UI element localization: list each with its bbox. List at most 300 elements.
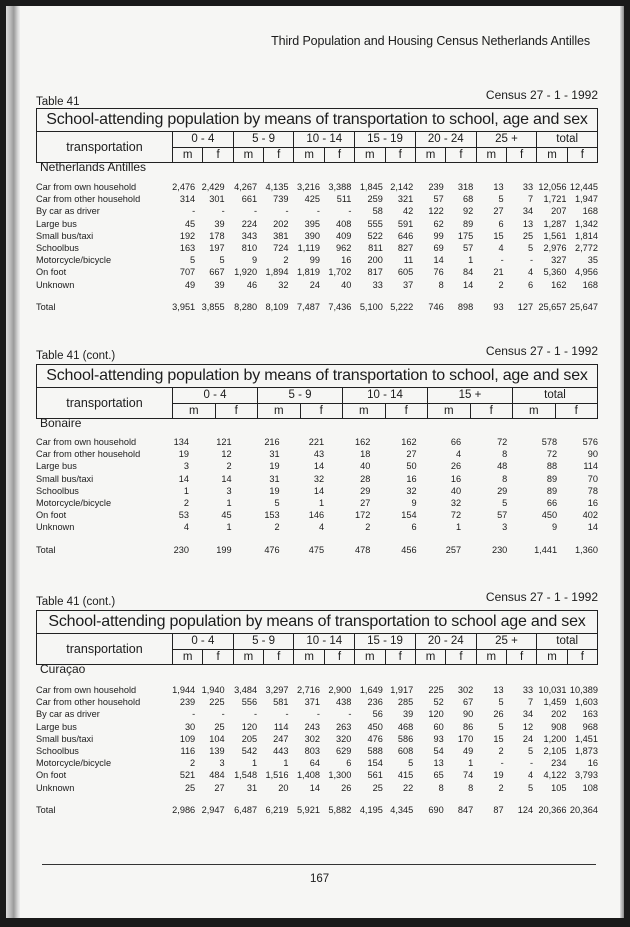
cell-value: 109 xyxy=(179,733,196,744)
cell-value: 898 xyxy=(457,301,474,312)
cell-value: 32 xyxy=(406,485,417,496)
cell-value: 2,772 xyxy=(574,242,598,253)
row-label: Car from other household xyxy=(36,449,141,460)
cell-value: 14 xyxy=(587,522,598,533)
cell-value: 3 xyxy=(183,461,189,472)
cell-value: 468 xyxy=(397,721,414,732)
sex-male-header: m xyxy=(477,650,507,665)
cell-value: 2 xyxy=(190,758,196,769)
cell-value: 8 xyxy=(438,279,444,290)
cell-value: 1,845 xyxy=(359,182,383,192)
age-group-header xyxy=(173,388,258,418)
cell-value: 5 xyxy=(219,255,225,266)
cell-value: 586 xyxy=(397,733,414,744)
cell-value: 76 xyxy=(433,267,444,278)
cell-value: 3 xyxy=(219,758,225,769)
sex-male-header: m xyxy=(513,404,556,419)
cell-value: 5,100 xyxy=(359,301,383,312)
row-label: On foot xyxy=(36,770,67,781)
sex-female-header: f xyxy=(520,651,524,663)
column-header-row xyxy=(37,388,597,418)
cell-value: 199 xyxy=(216,544,232,555)
table-row xyxy=(36,436,598,448)
cell-value: 11 xyxy=(403,255,414,266)
cell-value: 1 xyxy=(226,497,232,508)
cell-value: 1,917 xyxy=(390,685,414,695)
row-label: Large bus xyxy=(36,218,77,229)
row-label: Car from own household xyxy=(36,685,137,695)
cell-value: 104 xyxy=(209,733,225,744)
page-edge xyxy=(620,6,624,918)
cell-value: 14 xyxy=(313,485,325,496)
cell-value: - xyxy=(316,206,320,217)
table-row xyxy=(36,485,598,497)
age-group-header xyxy=(416,132,477,162)
cell-value: - xyxy=(192,709,196,720)
cell-value: 1,940 xyxy=(201,685,225,695)
sex-female-header: f xyxy=(520,149,524,161)
row-label: Large bus xyxy=(36,721,77,732)
cell-value: 6,219 xyxy=(265,804,289,815)
age-group-label: 0 - 4 xyxy=(173,634,233,650)
cell-value: 66 xyxy=(450,437,462,447)
row-label: Small bus/taxi xyxy=(36,473,94,484)
cell-value: 54 xyxy=(433,745,444,756)
cell-value: 14 xyxy=(313,461,325,472)
cell-value: 40 xyxy=(341,279,352,290)
table-title: School-attending population by means of transportation to school age and sex xyxy=(37,611,597,634)
cell-value: 450 xyxy=(541,510,558,521)
transportation-header: transportation xyxy=(37,132,173,162)
cell-value: 4 xyxy=(455,449,462,460)
cell-value: 46 xyxy=(246,279,258,290)
sex-subheaders xyxy=(173,650,233,665)
cell-value: 202 xyxy=(551,709,567,720)
table-row xyxy=(36,242,598,254)
cell-value: 2 xyxy=(498,745,504,756)
age-group-header xyxy=(294,132,355,162)
cell-value: 121 xyxy=(216,437,232,447)
cell-value: 236 xyxy=(367,697,383,708)
cell-value: 5 xyxy=(274,497,280,508)
table-title: School-attending population by means of transportation to school, age and sex xyxy=(37,109,597,132)
cell-value: 10,031 xyxy=(538,685,567,695)
cell-value: 108 xyxy=(582,782,598,793)
cell-value: 162 xyxy=(551,279,567,290)
cell-value: 12,056 xyxy=(538,182,567,192)
sex-male-header: m xyxy=(428,404,471,419)
region-label: Curaçao xyxy=(40,662,86,676)
table-row xyxy=(36,769,598,781)
cell-value: 93 xyxy=(433,733,444,744)
cell-value: 522 xyxy=(367,230,383,241)
row-label: Total xyxy=(36,544,56,555)
age-group-label: total xyxy=(537,132,597,148)
cell-value: 1,287 xyxy=(543,218,567,229)
cell-value: 225 xyxy=(428,685,444,695)
cell-value: 53 xyxy=(178,510,189,521)
cell-value: 5 xyxy=(502,497,508,508)
cell-value: 19 xyxy=(269,485,280,496)
cell-value: 163 xyxy=(179,242,196,253)
cell-value: 58 xyxy=(372,206,383,217)
cell-value: 29 xyxy=(497,485,508,496)
row-label: Motorcycle/bicycle xyxy=(36,758,112,769)
cell-value: 3 xyxy=(502,522,508,533)
cell-value: 561 xyxy=(367,770,383,781)
sex-subheaders xyxy=(355,650,415,665)
row-label: Large bus xyxy=(36,461,77,472)
cell-value: 542 xyxy=(241,745,258,756)
cell-value: 2 xyxy=(283,255,289,266)
sex-subheaders xyxy=(234,148,294,163)
cell-value: 1,516 xyxy=(265,770,289,781)
age-group-label: 10 - 14 xyxy=(294,634,354,650)
sex-female-header: f xyxy=(580,651,584,663)
cell-value: 5 xyxy=(527,745,534,756)
sex-female-header: f xyxy=(277,149,281,161)
age-group-header xyxy=(294,634,355,664)
cell-value: 18 xyxy=(360,449,371,460)
cell-value: 4 xyxy=(183,522,189,533)
age-group-label: 25 + xyxy=(477,634,537,650)
cell-value: 605 xyxy=(397,267,414,278)
cell-value: 20,364 xyxy=(569,804,598,815)
age-group-label: total xyxy=(537,634,597,650)
sex-male-header: m xyxy=(537,148,567,163)
age-group-label: 0 - 4 xyxy=(173,132,233,148)
cell-value: 70 xyxy=(587,473,598,484)
cell-value: 239 xyxy=(179,697,196,708)
row-label: Car from own household xyxy=(36,437,137,447)
age-group-label: 15 - 19 xyxy=(355,634,415,650)
cell-value: 15 xyxy=(493,733,504,744)
cell-value: 1,814 xyxy=(574,230,598,241)
cell-value: 2,900 xyxy=(328,685,352,695)
cell-value: 25,647 xyxy=(569,301,598,312)
cell-value: 8 xyxy=(502,449,508,460)
cell-value: 32 xyxy=(313,473,325,484)
table-section-netherlands-antilles xyxy=(36,88,598,338)
cell-value: 1,873 xyxy=(574,745,598,756)
cell-value: 163 xyxy=(582,709,598,720)
row-label: On foot xyxy=(36,267,67,278)
cell-value: 409 xyxy=(336,230,352,241)
cell-value: 484 xyxy=(209,770,225,781)
cell-value: 443 xyxy=(273,745,289,756)
age-group-header xyxy=(537,132,597,162)
age-group-header xyxy=(477,634,538,664)
cell-value: - xyxy=(254,709,258,720)
cell-value: 9 xyxy=(251,255,258,266)
cell-value: 811 xyxy=(368,242,383,253)
cell-value: 175 xyxy=(457,230,474,241)
sex-subheaders xyxy=(294,650,354,665)
row-label: Unknown xyxy=(36,522,75,533)
cell-value: 962 xyxy=(336,242,352,253)
sex-male-header: m xyxy=(416,148,446,163)
cell-value: 746 xyxy=(428,301,444,312)
table-row xyxy=(36,205,598,217)
cell-value: 5,222 xyxy=(390,301,414,312)
cell-value: 646 xyxy=(397,230,414,241)
sex-subheaders xyxy=(258,404,342,419)
cell-value: 321 xyxy=(397,194,414,205)
cell-value: 105 xyxy=(551,782,567,793)
table-row xyxy=(36,497,598,509)
cell-value: 1 xyxy=(251,758,258,769)
cell-value: 5,360 xyxy=(543,267,567,278)
cell-value: - xyxy=(285,709,289,720)
cell-value: 5,882 xyxy=(328,804,352,815)
age-group-header xyxy=(234,634,295,664)
cell-value: 2,716 xyxy=(296,685,320,695)
cell-value: - xyxy=(348,206,352,217)
cell-value: 31 xyxy=(246,782,258,793)
cell-value: 92 xyxy=(462,206,474,217)
cell-value: 555 xyxy=(367,218,383,229)
cell-value: 13 xyxy=(522,218,534,229)
age-group-header xyxy=(258,388,343,418)
age-group-header xyxy=(513,388,597,418)
cell-value: - xyxy=(192,206,196,217)
cell-value: 1,561 xyxy=(543,230,567,241)
cell-value: 263 xyxy=(336,721,352,732)
cell-value: 1,721 xyxy=(543,194,567,205)
region-label: Bonaire xyxy=(40,416,82,430)
cell-value: 33 xyxy=(372,279,383,290)
cell-value: 16 xyxy=(406,473,417,484)
cell-value: 4 xyxy=(319,522,325,533)
cell-value: 31 xyxy=(269,449,280,460)
cell-value: 1,360 xyxy=(575,544,598,555)
sex-subheaders xyxy=(416,650,476,665)
row-label: Total xyxy=(36,301,56,312)
table-row xyxy=(36,266,598,278)
age-groups xyxy=(173,388,597,418)
cell-value: 225 xyxy=(209,697,225,708)
cell-value: 14 xyxy=(433,255,444,266)
cell-value: 6 xyxy=(411,522,417,533)
row-label: Schoolbus xyxy=(36,485,79,496)
cell-value: 7,487 xyxy=(296,301,320,312)
cell-value: 4,956 xyxy=(574,267,598,278)
row-label: Motorcycle/bicycle xyxy=(36,255,112,266)
column-header-row xyxy=(37,132,597,162)
cell-value: 10,389 xyxy=(569,685,598,695)
cell-value: 39 xyxy=(403,709,414,720)
sex-male-header: m xyxy=(173,148,203,163)
cell-value: 556 xyxy=(241,697,258,708)
cell-value: 301 xyxy=(209,194,225,205)
cell-value: 52 xyxy=(433,697,444,708)
cell-value: 32 xyxy=(450,497,462,508)
cell-value: 13 xyxy=(493,685,504,695)
cell-value: 16 xyxy=(587,497,598,508)
cell-value: 234 xyxy=(551,758,567,769)
cell-value: 20,366 xyxy=(538,804,567,815)
data-rows xyxy=(36,181,598,313)
cell-value: 415 xyxy=(397,770,414,781)
table-row xyxy=(36,460,598,472)
cell-value: 34 xyxy=(522,206,534,217)
cell-value: 395 xyxy=(304,218,320,229)
cell-value: 803 xyxy=(304,745,320,756)
cell-value: 2,142 xyxy=(390,182,414,192)
cell-value: 7 xyxy=(527,194,534,205)
sex-female-header: f xyxy=(459,651,463,663)
cell-value: 1,119 xyxy=(297,242,320,253)
cell-value: 154 xyxy=(367,758,383,769)
cell-value: 87 xyxy=(493,804,504,815)
cell-value: 6 xyxy=(527,279,534,290)
cell-value: 139 xyxy=(209,745,225,756)
cell-value: 257 xyxy=(445,544,462,555)
total-row xyxy=(36,804,598,816)
cell-value: 88 xyxy=(546,461,558,472)
cell-value: 14 xyxy=(462,279,474,290)
cell-value: - xyxy=(530,255,534,266)
cell-value: 5,921 xyxy=(296,804,320,815)
cell-value: 19 xyxy=(269,461,280,472)
cell-value: 320 xyxy=(336,733,352,744)
region-label: Netherlands Antilles xyxy=(40,160,147,174)
sex-female-header: f xyxy=(459,149,463,161)
row-label: Car from own household xyxy=(36,182,137,192)
cell-value: 25 xyxy=(184,782,196,793)
cell-value: 116 xyxy=(180,745,196,756)
sex-female-header: f xyxy=(337,651,342,663)
cell-value: 327 xyxy=(551,255,567,266)
cell-value: 64 xyxy=(309,758,320,769)
cell-value: 200 xyxy=(367,255,383,266)
cell-value: 27 xyxy=(214,782,225,793)
cell-value: - xyxy=(254,206,258,217)
cell-value: 28 xyxy=(360,473,371,484)
cell-value: 19 xyxy=(493,770,504,781)
cell-value: 26 xyxy=(450,461,462,472)
sex-subheaders xyxy=(513,404,597,419)
cell-value: 12 xyxy=(522,721,534,732)
cell-value: 576 xyxy=(582,437,598,447)
cell-value: 74 xyxy=(462,770,474,781)
cell-value: 2,105 xyxy=(543,745,567,756)
age-group-header xyxy=(355,132,416,162)
sex-male-header: m xyxy=(343,404,386,419)
cell-value: 3,793 xyxy=(574,770,598,781)
cell-value: 40 xyxy=(360,461,371,472)
cell-value: 14 xyxy=(178,473,189,484)
age-group-label: total xyxy=(513,388,597,404)
cell-value: 5 xyxy=(408,758,414,769)
cell-value: 68 xyxy=(462,194,474,205)
age-group-header xyxy=(428,388,513,418)
cell-value: 56 xyxy=(372,709,383,720)
cell-value: 13 xyxy=(433,758,444,769)
cell-value: 89 xyxy=(546,485,558,496)
cell-value: 84 xyxy=(462,267,474,278)
sex-subheaders xyxy=(477,148,537,163)
cell-value: 302 xyxy=(304,733,320,744)
cell-value: 408 xyxy=(336,218,352,229)
sex-male-header: m xyxy=(173,650,203,665)
cell-value: 1,459 xyxy=(543,697,567,708)
table-section-bonaire xyxy=(36,344,598,584)
cell-value: 2,947 xyxy=(201,804,225,815)
age-groups xyxy=(173,634,597,664)
cell-value: 739 xyxy=(273,194,289,205)
cell-value: 371 xyxy=(304,697,320,708)
cell-value: 4,267 xyxy=(234,182,258,192)
cell-value: 1 xyxy=(283,758,289,769)
cell-value: 591 xyxy=(397,218,414,229)
cell-value: 425 xyxy=(304,194,320,205)
sex-female-header: f xyxy=(404,405,408,417)
cell-value: 5 xyxy=(498,721,504,732)
cell-value: 5 xyxy=(527,782,534,793)
sex-female-header: f xyxy=(398,149,402,161)
cell-value: 4 xyxy=(498,242,504,253)
table-row xyxy=(36,230,598,242)
total-row xyxy=(36,301,598,313)
row-label: On foot xyxy=(36,510,67,521)
cell-value: 1 xyxy=(226,522,232,533)
cell-value: 16 xyxy=(341,255,352,266)
cell-value: 89 xyxy=(546,473,558,484)
cell-value: - xyxy=(221,709,225,720)
cell-value: 24 xyxy=(309,279,320,290)
cell-value: - xyxy=(348,709,352,720)
cell-value: 8,109 xyxy=(265,301,289,312)
age-group-label: 20 - 24 xyxy=(416,634,476,650)
book-gutter xyxy=(6,6,20,918)
cell-value: 120 xyxy=(428,709,444,720)
cell-value: 629 xyxy=(336,745,352,756)
census-label: Census 27 - 1 - 1992 xyxy=(485,88,598,102)
age-group-header xyxy=(173,634,234,664)
cell-value: 521 xyxy=(179,770,196,781)
cell-value: 60 xyxy=(433,721,444,732)
cell-value: 1,894 xyxy=(265,267,289,278)
footer-rule xyxy=(42,864,596,865)
cell-value: 25 xyxy=(522,230,534,241)
cell-value: 37 xyxy=(403,279,414,290)
age-group-label: 20 - 24 xyxy=(416,132,476,148)
row-label: Unknown xyxy=(36,279,75,290)
cell-value: 40 xyxy=(450,485,462,496)
table-row xyxy=(36,782,598,794)
cell-value: 7 xyxy=(527,697,534,708)
census-label: Census 27 - 1 - 1992 xyxy=(485,344,598,358)
cell-value: 127 xyxy=(517,301,534,312)
cell-value: 968 xyxy=(582,721,598,732)
cell-value: 243 xyxy=(304,721,320,732)
age-group-header xyxy=(173,132,234,162)
table-header-frame xyxy=(36,364,598,419)
cell-value: 14 xyxy=(309,782,320,793)
cell-value: - xyxy=(500,758,504,769)
cell-value: 475 xyxy=(308,544,325,555)
cell-value: 4,135 xyxy=(265,182,289,192)
cell-value: 7,436 xyxy=(328,301,352,312)
cell-value: 146 xyxy=(308,510,325,521)
sex-male-header: m xyxy=(173,404,216,419)
cell-value: 221 xyxy=(308,437,325,447)
cell-value: 1,342 xyxy=(574,218,598,229)
cell-value: 6,487 xyxy=(234,804,258,815)
cell-value: 827 xyxy=(397,242,414,253)
sex-subheaders xyxy=(416,148,476,163)
